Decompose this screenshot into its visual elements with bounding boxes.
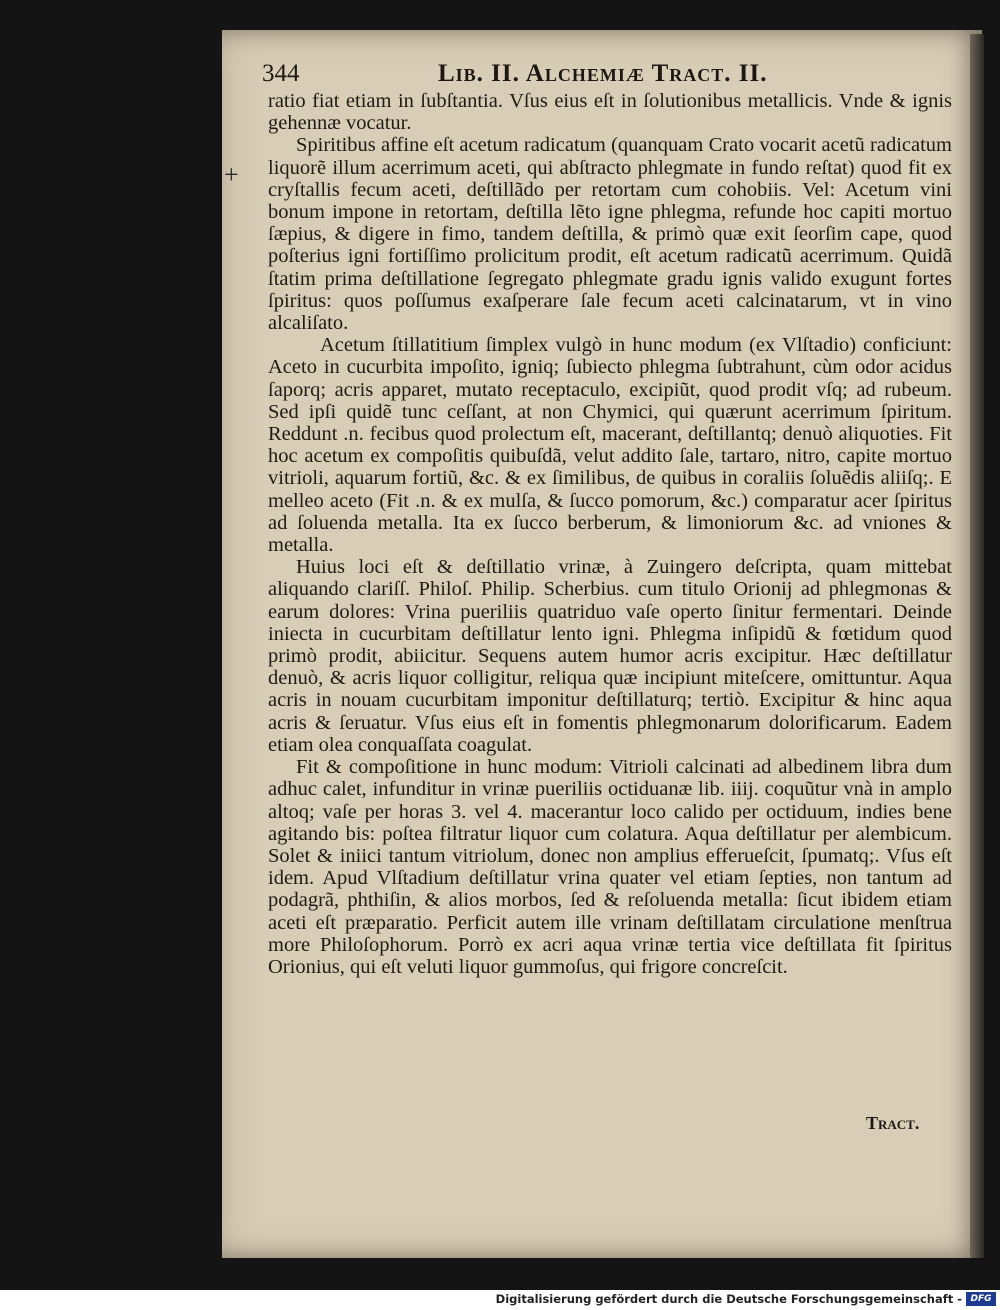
dfg-logo-icon: DFG	[966, 1292, 996, 1306]
paragraph-4: Huius loci eſt & deſtillatio vrinæ, à Zuingero deſcripta, quam mittebat aliquando clariſſ. Philoſ. Philip. Scherbius. cum titulo Orionij ad phlegmonas & earum dolores: Vrina pueriliis quatriduo vaſe operto ſinitur fermentari. Deinde iniecta in cucurbitam deſtillatur lento igni. Phlegma inſipidũ & fœtidum quod primò prodit, abiicitur. Sequens autem humor acris excipitur. Hæc deſtillatur denuò, & acris liquor colligitur, reliqua quæ incipiunt miteſcere, omittuntur. Aqua acris in nouam cucurbitam imponitur deſtillaturq; tertiò. Excipitur & hinc aqua acris & ſeruatur. Vſus eius eſt in fomentis phlegmonarum dolorificarum. Eadem etiam olea conquaſſata coagulat.	[268, 556, 952, 756]
page-edge-shadow	[970, 34, 984, 1258]
paragraph-2: Spiritibus affine eſt acetum radicatum (quanquam Crato vocarit acetũ radicatum liquorẽ illum acerrimum aceti, qui abſtracto phlegmate in fundo reſtat) quod fit ex cryſtallis fecum aceti, deſtillãdo per retortam cum cohobiis. Vel: Acetum vini bonum impone in retortam, deſtilla lẽto igne phlegma, refunde hoc capiti mortuo ſæpius, & digere in fimo, tandem deſtilla, & primò quæ exit ſeorſim cape, quod poſterius igni fortiſſimo prolicitum prodit, eſt acetum radicatũ acerrimum. Quidã ſtatim prima deſtillatione ſegregato phlegmate gradu ignis valido exugunt fortes ſpiritus: quos poſſumus exaſperare ſale fecum aceti calcinatarum, vt in vino alcaliſato.	[268, 134, 952, 335]
paragraph-1: ratio fiat etiam in ſubſtantia. Vſus eius eſt in ſolutionibus metallicis. Vnde & ignis gehennæ vocatur.	[268, 90, 952, 135]
running-head: Lib. II. Alchemiæ Tract. II.	[438, 60, 768, 87]
paragraph-3: Acetum ſtillatitium ſimplex vulgò in hunc modum (ex Vlſtadio) conficiunt: Aceto in cucurbita impoſito, igniq; ſubiecto phlegma ſubtrahunt, cùm odor acidus ſaporq; acris apparet, mutato receptaculo, excipiũt, quod prodit vſq; ad rubeum. Sed ipſi quidẽ tunc ceſſant, at non Chymici, qui quærunt acerrimum ſpiritum. Reddunt .n. fecibus quod prolectum eſt, macerant, deſtillantq; denuò aliquoties. Fit hoc acetum ex compoſitis quibuſdã, velut addito ſale, tartaro, nitro, capite mortuo vitrioli, aquarum fortiũ, &c. & ex ſimilibus, de quibus in coraliis ſoluẽdis aliiſq;. E melleo aceto (Fit .n. & ex mulſa, & ſucco pomorum, &c.) comparatur acer ſpiritus ad ſoluenda metalla. Ita ex ſucco berberum, & limoniorum &c. ad vniones & metalla.	[268, 334, 952, 557]
catchword: Tract.	[866, 1113, 920, 1133]
margin-mark: +	[224, 160, 239, 189]
page-header	[262, 60, 954, 90]
body-text	[268, 90, 952, 978]
footer	[0, 1290, 1000, 1310]
paragraph-5: Fit & compoſitione in hunc modum: Vitrioli calcinati ad albedinem libra dum adhuc calet, infunditur in vrinæ pueriliis octiduanæ lib. iiij. coquũtur vnà in amplo altoq; vaſe per horas 3. vel 4. macerantur loco calido per octiduum, indies bene agitando bis: poſtea filtratur liquor cum colatura. Aqua deſtillatur per alembicum. Solet & iniici tantum vitriolum, donec non amplius efferueſcit, ſpumatq;. Vſus eſt idem. Apud Vlſtadium deſtillatur vrina quater vel etiam ſepties, non tantum ad podagrã, phthiſin, & alios morbos, ſed & reſoluenda metalla: ſicut ibidem etiam aceti eſt præparatio. Perficit autem ille vrinam deſtillatam circulatione menſtrua more Philoſophorum. Porrò ex acri aqua vrinæ tertia vice deſtillata fit ſpiritus Orionius, qui eſt veluti liquor gummoſus, qui frigore concreſcit.	[268, 756, 952, 978]
footer-credit: Digitalisierung gefördert durch die Deutsche Forschungsgemeinschaft -	[495, 1292, 962, 1306]
page-number: 344	[262, 60, 300, 87]
